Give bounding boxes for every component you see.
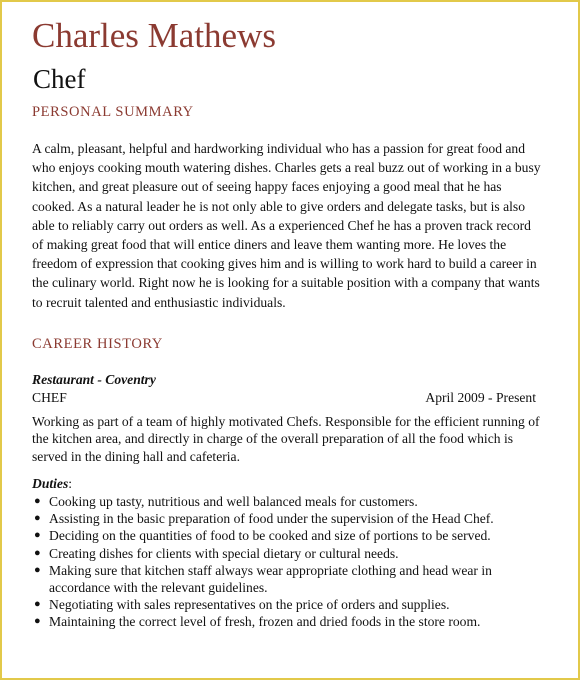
personal-summary-heading: PERSONAL SUMMARY	[32, 104, 194, 120]
resume-content	[32, 14, 544, 631]
candidate-title: Chef	[33, 64, 86, 94]
duty-item	[32, 613, 544, 630]
duties-list	[32, 493, 544, 631]
duty-text: Assisting in the basic preparation of food under the supervision of the Head Chef.	[49, 511, 494, 527]
duty-text: Creating dishes for clients with special dietary or cultural needs.	[49, 545, 399, 561]
duties-colon: :	[68, 476, 73, 492]
duty-item	[32, 510, 544, 527]
personal-summary-text: A calm, pleasant, helpful and hardworking individual who has a passion for great food and who enjoys cooking mouth watering dishes. Charles gets a real buzz out of working in a busy kitchen, and great pleasure out of seeing happy faces enjoying a good meal that he has cooked. As a natural leader he is not only able to give orders and delegate tasks, but is also able to reliably carry out orders as well. As a experienced Chef he has a proven track record of making great food that will entice diners and leave them wanting more. He loves the freedom of expression that cooking gives him and is willing to work hard to build a career in the culinary world. Right now he is looking for a suitable position with a company that wants to recruit talented and enthusiastic individuals.	[32, 141, 541, 310]
duty-text: Deciding on the quantities of food to be cooked and size of portions to be served.	[49, 528, 491, 544]
duties-heading	[32, 475, 544, 493]
duty-item	[32, 545, 544, 562]
bullet-icon: ●	[34, 563, 41, 576]
duty-item	[32, 596, 544, 613]
job-description: Working as part of a team of highly motivated Chefs. Responsible for the efficient running of the kitchen area, and directly in charge of the overall preparation of all the food which is served in the dining hall and cafeteria.	[32, 413, 540, 464]
career-history-heading: CAREER HISTORY	[32, 335, 163, 352]
duty-item	[32, 527, 544, 544]
duty-text: Making sure that kitchen staff always wear appropriate clothing and head wear in accordance with the relevant guidelines.	[49, 562, 492, 596]
job-dates: April 2009 - Present	[425, 389, 536, 405]
bullet-icon: ●	[34, 529, 41, 542]
job-role: CHEF	[32, 389, 67, 405]
bullet-icon: ●	[34, 546, 41, 559]
job-company: Restaurant - Coventry	[32, 371, 156, 387]
bullet-icon: ●	[34, 495, 41, 508]
candidate-name: Charles Mathews	[32, 16, 276, 55]
bullet-icon: ●	[34, 598, 41, 611]
duty-text: Cooking up tasty, nutritious and well balanced meals for customers.	[49, 494, 418, 510]
duty-text: Negotiating with sales representatives on the price of orders and supplies.	[49, 597, 450, 613]
duties-label: Duties	[32, 476, 69, 492]
duty-item	[32, 562, 544, 596]
duty-text: Maintaining the correct level of fresh, frozen and dried foods in the store room.	[49, 614, 481, 630]
duty-item	[32, 493, 544, 510]
job-role-row	[32, 389, 544, 407]
bullet-icon: ●	[34, 615, 41, 628]
bullet-icon: ●	[34, 512, 41, 525]
